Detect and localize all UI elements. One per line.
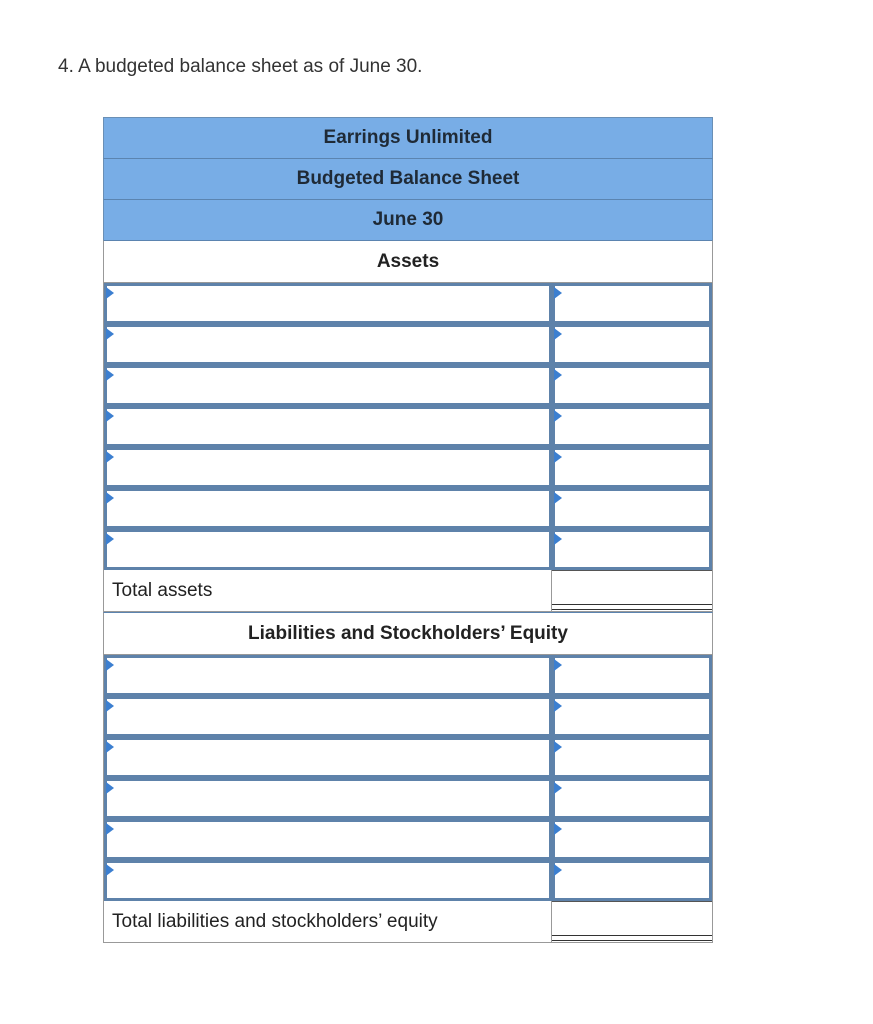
dropdown-marker-icon <box>106 741 114 753</box>
dropdown-marker-icon <box>106 287 114 299</box>
dropdown-marker-icon <box>554 328 562 340</box>
asset-label-input[interactable] <box>107 532 549 567</box>
total-liabilities-equity-label: Total liabilities and stockholders’ equity <box>104 901 552 942</box>
asset-label-select[interactable] <box>104 283 552 324</box>
assets-rows <box>103 283 713 570</box>
asset-label-input[interactable] <box>107 286 549 321</box>
asset-label-select[interactable] <box>104 529 552 570</box>
asset-row <box>103 529 713 570</box>
asset-label-select[interactable] <box>104 365 552 406</box>
liability-amount-input[interactable] <box>555 863 709 898</box>
dropdown-marker-icon <box>106 533 114 545</box>
asset-amount-input[interactable] <box>555 532 709 567</box>
liability-amount-field[interactable] <box>552 737 712 778</box>
asset-amount-input[interactable] <box>555 491 709 526</box>
liability-amount-field[interactable] <box>552 819 712 860</box>
liability-label-select[interactable] <box>104 778 552 819</box>
dropdown-marker-icon <box>554 492 562 504</box>
liability-amount-field[interactable] <box>552 696 712 737</box>
dropdown-marker-icon <box>554 533 562 545</box>
asset-label-input[interactable] <box>107 368 549 403</box>
statement-title: Budgeted Balance Sheet <box>103 158 713 199</box>
asset-row <box>103 406 713 447</box>
liability-label-input[interactable] <box>107 658 549 693</box>
dropdown-marker-icon <box>106 451 114 463</box>
dropdown-marker-icon <box>554 782 562 794</box>
asset-amount-field[interactable] <box>552 447 712 488</box>
asset-row <box>103 283 713 324</box>
total-assets-amount-cell <box>552 570 712 611</box>
asset-amount-input[interactable] <box>555 368 709 403</box>
liability-row <box>103 819 713 860</box>
liability-label-input[interactable] <box>107 863 549 898</box>
asset-amount-input[interactable] <box>555 409 709 444</box>
total-liabilities-equity-input[interactable] <box>552 902 712 936</box>
dropdown-marker-icon <box>554 864 562 876</box>
asset-row <box>103 488 713 529</box>
liability-amount-input[interactable] <box>555 740 709 775</box>
dropdown-marker-icon <box>106 823 114 835</box>
total-liabilities-equity-row <box>103 901 713 943</box>
asset-amount-input[interactable] <box>555 286 709 321</box>
asset-label-select[interactable] <box>104 447 552 488</box>
total-assets-label: Total assets <box>104 570 552 611</box>
asset-amount-field[interactable] <box>552 365 712 406</box>
liability-amount-input[interactable] <box>555 699 709 734</box>
liability-label-select[interactable] <box>104 655 552 696</box>
liability-label-select[interactable] <box>104 860 552 901</box>
dropdown-marker-icon <box>106 864 114 876</box>
dropdown-marker-icon <box>106 492 114 504</box>
dropdown-marker-icon <box>554 287 562 299</box>
company-name: Earrings Unlimited <box>103 117 713 158</box>
liability-label-input[interactable] <box>107 740 549 775</box>
dropdown-marker-icon <box>106 700 114 712</box>
question-text: 4. A budgeted balance sheet as of June 30. <box>58 56 423 77</box>
asset-amount-field[interactable] <box>552 529 712 570</box>
asset-label-input[interactable] <box>107 491 549 526</box>
balance-sheet <box>103 117 713 943</box>
liabilities-rows <box>103 655 713 901</box>
liability-row <box>103 860 713 901</box>
assets-heading: Assets <box>103 240 713 283</box>
liability-amount-input[interactable] <box>555 658 709 693</box>
asset-label-select[interactable] <box>104 488 552 529</box>
dropdown-marker-icon <box>106 410 114 422</box>
asset-label-select[interactable] <box>104 406 552 447</box>
dropdown-marker-icon <box>554 369 562 381</box>
liability-label-input[interactable] <box>107 781 549 816</box>
asset-amount-field[interactable] <box>552 283 712 324</box>
liability-row <box>103 655 713 696</box>
dropdown-marker-icon <box>106 328 114 340</box>
dropdown-marker-icon <box>106 369 114 381</box>
asset-row <box>103 324 713 365</box>
dropdown-marker-icon <box>554 451 562 463</box>
asset-amount-field[interactable] <box>552 406 712 447</box>
total-assets-input[interactable] <box>552 571 712 605</box>
asset-label-input[interactable] <box>107 327 549 362</box>
asset-label-input[interactable] <box>107 450 549 485</box>
dropdown-marker-icon <box>554 659 562 671</box>
dropdown-marker-icon <box>554 410 562 422</box>
dropdown-marker-icon <box>106 782 114 794</box>
total-assets-row <box>103 570 713 612</box>
liability-amount-field[interactable] <box>552 655 712 696</box>
dropdown-marker-icon <box>106 659 114 671</box>
asset-amount-input[interactable] <box>555 450 709 485</box>
asset-row <box>103 447 713 488</box>
liability-row <box>103 737 713 778</box>
liability-label-select[interactable] <box>104 696 552 737</box>
liability-label-select[interactable] <box>104 737 552 778</box>
liability-label-input[interactable] <box>107 822 549 857</box>
liability-amount-field[interactable] <box>552 860 712 901</box>
asset-row <box>103 365 713 406</box>
asset-label-select[interactable] <box>104 324 552 365</box>
dropdown-marker-icon <box>554 700 562 712</box>
total-liabilities-equity-amount-cell <box>552 901 712 942</box>
statement-date: June 30 <box>103 199 713 240</box>
asset-label-input[interactable] <box>107 409 549 444</box>
liability-row <box>103 696 713 737</box>
liability-label-select[interactable] <box>104 819 552 860</box>
liability-row <box>103 778 713 819</box>
asset-amount-field[interactable] <box>552 324 712 365</box>
dropdown-marker-icon <box>554 823 562 835</box>
liability-amount-input[interactable] <box>555 781 709 816</box>
liabilities-heading: Liabilities and Stockholders’ Equity <box>103 612 713 655</box>
liability-amount-input[interactable] <box>555 822 709 857</box>
liability-label-input[interactable] <box>107 699 549 734</box>
asset-amount-input[interactable] <box>555 327 709 362</box>
asset-amount-field[interactable] <box>552 488 712 529</box>
dropdown-marker-icon <box>554 741 562 753</box>
liability-amount-field[interactable] <box>552 778 712 819</box>
